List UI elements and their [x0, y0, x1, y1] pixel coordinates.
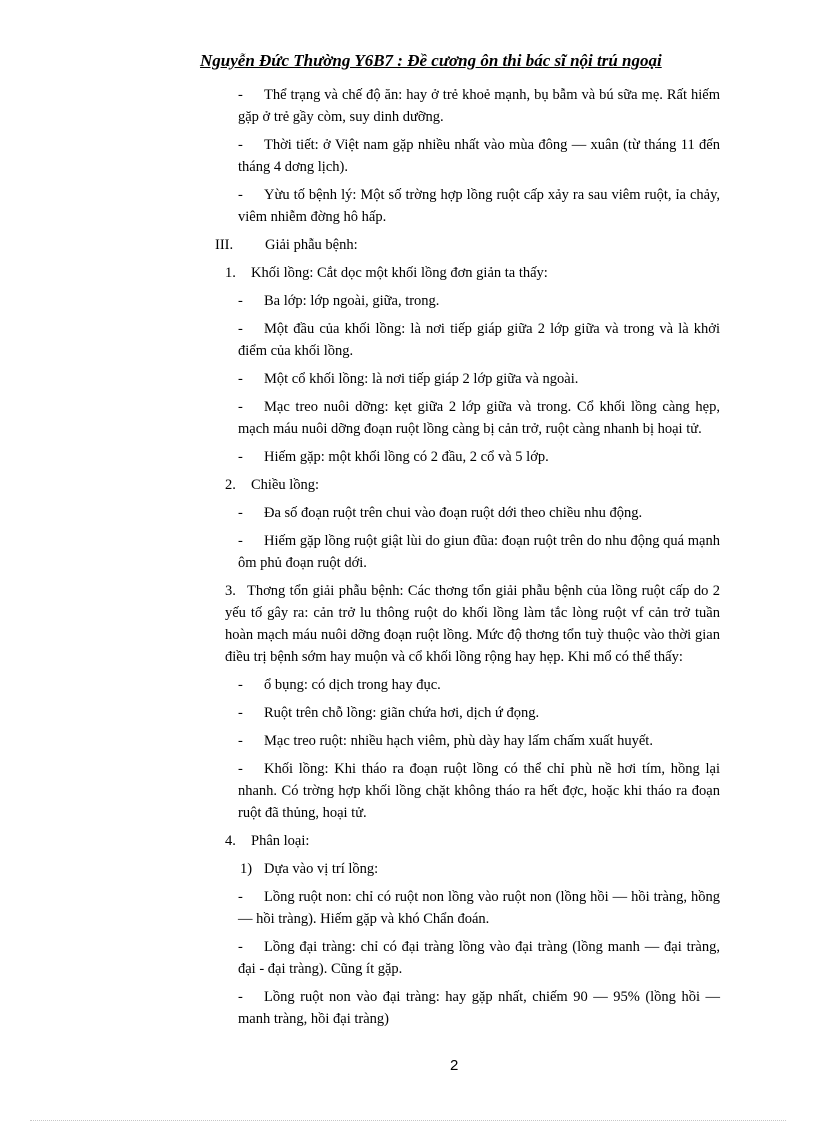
list-item-text: Thời tiết: ở Việt nam gặp nhiều nhất vào mùa đông — xuân (từ tháng 11 đến tháng 4 dơng lịch).	[238, 137, 720, 175]
list-item-text: Đa số đoạn ruột trên chui vào đoạn ruột dới theo chiều nhu động.	[264, 505, 643, 521]
subsection-text: Thơng tổn giải phẫu bệnh: Các thơng tổn giải phẫu bệnh của lồng ruột cấp do 2 yếu tố gây ra: cản trở lu thông ruột do khối lồng làm tắc lòng ruột vf cản trở tuần hoàn mạch máu nuôi dỡng đoạn ruột lồng. Mức độ thơng tổn tuỳ thuộc vào thời gian điều trị bệnh sớm hay muộn và cổ khối lồng rộng hay hẹp. Khi mổ có thể thấy:	[225, 583, 720, 665]
list-item	[0, 758, 720, 824]
list-item	[0, 730, 720, 752]
list-item-text: Khối lồng: Khi tháo ra đoạn ruột lồng có thể chỉ phù nề hơi tím, hồng lại nhanh. Có trờng hợp khối lồng chặt không tháo ra hết đợc, hoặc khi tháo ra đoạn ruột đã thủng, hoại tử.	[238, 761, 720, 821]
sub-subsection-heading	[0, 858, 720, 880]
list-item	[0, 446, 720, 468]
list-item-text: ổ bụng: có dịch trong hay đục.	[264, 677, 441, 693]
list-item	[0, 674, 720, 696]
list-item	[0, 530, 720, 574]
list-item-text: Mạc treo ruột: nhiều hạch viêm, phù dày hay lấm chấm xuất huyết.	[264, 733, 653, 749]
list-item-text: Lồng đại tràng: chỉ có đại tràng lồng vào đại tràng (lồng manh — đại tràng, đại - đại tràng). Cũng ít gặp.	[238, 939, 720, 977]
section-heading	[0, 234, 720, 256]
list-item	[0, 396, 720, 440]
list-item	[0, 986, 720, 1030]
list-item	[0, 936, 720, 980]
subsection-title: Phân loại:	[251, 833, 310, 849]
dash-bullet: -	[238, 87, 243, 103]
sub-subsection-number: 1)	[240, 861, 253, 877]
page-number: 2	[450, 1057, 459, 1074]
list-item	[0, 702, 720, 724]
subsection-heading	[0, 262, 720, 284]
dash-bullet: -	[238, 939, 243, 955]
dash-bullet: -	[238, 889, 243, 905]
list-item-text: Hiếm gặp lồng ruột giật lùi do giun đũa: đoạn ruột trên do nhu động quá mạnh ôm phủ đoạn ruột dới.	[238, 533, 720, 571]
dash-bullet: -	[238, 705, 243, 721]
dash-bullet: -	[238, 371, 243, 387]
list-item	[0, 84, 720, 128]
dash-bullet: -	[238, 761, 243, 777]
list-item-text: Lồng ruột non: chỉ có ruột non lồng vào ruột non (lồng hồi — hồi tràng, hồng — hồi tràng). Hiếm gặp và khó Chẩn đoán.	[238, 889, 720, 927]
section-number: III.	[215, 237, 234, 253]
list-item-text: Ruột trên chỗ lồng: giãn chứa hơi, dịch ứ đọng.	[264, 705, 540, 721]
subsection-title: Khối lồng: Cắt dọc một khối lồng đơn giản ta thấy:	[251, 265, 548, 281]
subsection-paragraph	[0, 580, 720, 668]
dash-bullet: -	[238, 187, 243, 203]
page-bottom-divider	[30, 1120, 786, 1121]
dash-bullet: -	[238, 505, 243, 521]
list-item-text: Yừu tố bệnh lý: Một số trờng hợp lồng ruột cấp xảy ra sau viêm ruột, ỉa chảy, viêm nhiễm đờng hô hấp.	[238, 187, 720, 225]
list-item-text: Lồng ruột non vào đại tràng: hay gặp nhất, chiếm 90 — 95% (lồng hồi — manh tràng, hồi đại tràng)	[238, 989, 720, 1027]
list-item	[0, 318, 720, 362]
dash-bullet: -	[238, 989, 243, 1005]
subsection-heading	[0, 830, 720, 852]
dash-bullet: -	[238, 137, 243, 153]
list-item-text: Ba lớp: lớp ngoài, giữa, trong.	[264, 293, 440, 309]
list-item	[0, 134, 720, 178]
list-item	[0, 290, 720, 312]
subsection-heading	[0, 474, 720, 496]
sub-subsection-title: Dựa vào vị trí lồng:	[264, 861, 379, 877]
list-item-text: Một đầu của khối lồng: là nơi tiếp giáp giữa 2 lớp giữa và trong và là khởi điểm của khối lồng.	[238, 321, 720, 359]
dash-bullet: -	[238, 733, 243, 749]
subsection-number: 4.	[225, 833, 236, 849]
dash-bullet: -	[238, 321, 243, 337]
list-item	[0, 886, 720, 930]
dash-bullet: -	[238, 533, 243, 549]
dash-bullet: -	[238, 449, 243, 465]
subsection-number: 3.	[225, 583, 236, 599]
list-item	[0, 502, 720, 524]
list-item-text: Mạc treo nuôi dỡng: kẹt giữa 2 lớp giữa và trong. Cổ khối lồng càng hẹp, mạch máu nuôi dỡng đoạn ruột lồng càng bị cản trở, ruột càng nhanh bị hoại tử.	[238, 399, 720, 437]
list-item-text: Một cổ khối lồng: là nơi tiếp giáp 2 lớp giữa và ngoài.	[264, 371, 579, 387]
page-header: Nguyễn Đức Thường Y6B7 : Đề cương ôn thi bác sĩ nội trú ngoại	[200, 51, 662, 70]
subsection-number: 1.	[225, 265, 236, 281]
subsection-title: Chiều lồng:	[251, 477, 320, 493]
document-body	[0, 84, 816, 1036]
list-item-text: Thể trạng và chế độ ăn: hay ở trẻ khoẻ mạnh, bụ bẫm và bú sữa mẹ. Rất hiếm gặp ở trẻ gầy còm, suy dinh dưỡng.	[238, 87, 720, 125]
list-item	[0, 368, 720, 390]
section-title: Giải phẫu bệnh:	[265, 237, 358, 253]
dash-bullet: -	[238, 293, 243, 309]
subsection-number: 2.	[225, 477, 236, 493]
list-item-text: Hiếm gặp: một khối lồng có 2 đầu, 2 cổ và 5 lớp.	[264, 449, 549, 465]
dash-bullet: -	[238, 399, 243, 415]
dash-bullet: -	[238, 677, 243, 693]
list-item	[0, 184, 720, 228]
